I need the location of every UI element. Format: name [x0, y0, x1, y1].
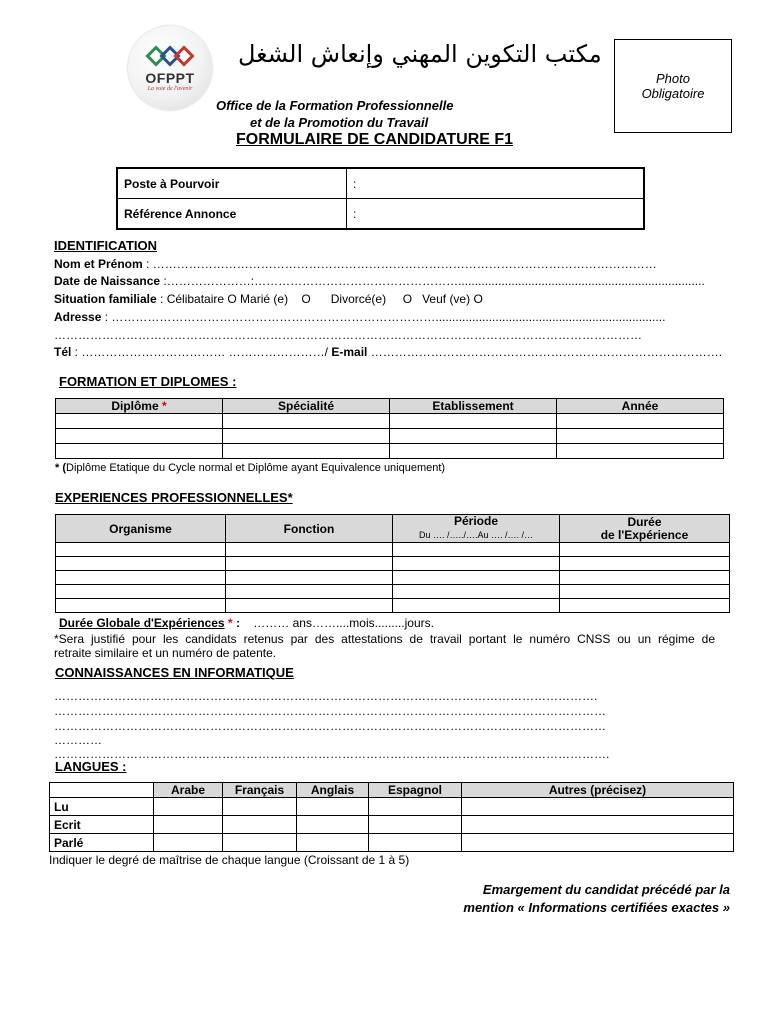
col-periode	[393, 515, 560, 543]
cell[interactable]	[56, 444, 223, 459]
office-line-1: Office de la Formation Professionnelle	[216, 98, 454, 113]
cell[interactable]	[56, 429, 223, 444]
cell[interactable]	[56, 599, 226, 613]
adresse-label: Adresse	[54, 310, 102, 324]
cell[interactable]	[369, 834, 462, 852]
cell[interactable]	[462, 816, 734, 834]
cell[interactable]	[390, 429, 557, 444]
cell[interactable]	[223, 798, 297, 816]
cell[interactable]	[154, 816, 223, 834]
cell[interactable]	[154, 834, 223, 852]
poste-field[interactable]: :	[347, 168, 645, 199]
photo-label-1: Photo	[656, 71, 690, 86]
langues-note: Indiquer le degré de maîtrise de chaque langue (Croissant de 1 à 5)	[49, 853, 410, 867]
duree-globale-line[interactable]	[59, 616, 434, 630]
cell[interactable]	[223, 816, 297, 834]
adresse-line-2[interactable]: …………………………………………………………………………………………………………………………………	[54, 328, 642, 342]
table-row	[50, 798, 734, 816]
cell[interactable]	[462, 834, 734, 852]
cell[interactable]	[56, 585, 226, 599]
duree-globale-label: Durée Globale d'Expériences	[59, 616, 225, 630]
email-dots: …………………………………………………………………………….	[367, 345, 723, 359]
cell[interactable]	[223, 429, 390, 444]
emargement-line-1: Emargement du candidat précédé par la	[482, 882, 730, 897]
office-line-2: et de la Promotion du Travail	[250, 115, 429, 130]
emargement-line-2: mention « Informations certifiées exactes »	[463, 900, 730, 915]
langues-header-row	[50, 783, 734, 798]
cell[interactable]	[560, 557, 730, 571]
cell[interactable]	[557, 429, 724, 444]
cell[interactable]	[369, 816, 462, 834]
col-anglais: Anglais	[297, 783, 369, 798]
col-annee: Année	[557, 399, 724, 414]
logo-tagline: La voie de l'avenir	[147, 86, 193, 92]
table-row	[56, 557, 730, 571]
col-autres: Autres (précisez)	[462, 783, 734, 798]
informatique-line-2[interactable]: …………………………………………………………………………………………………………………………	[54, 704, 606, 718]
situation-options[interactable]: : Célibataire O Marié (e) O Divorcé(e) O Veuf (ve) O	[156, 292, 483, 306]
cell[interactable]	[154, 798, 223, 816]
cell[interactable]	[226, 571, 393, 585]
poste-label: Poste à Pourvoir	[117, 168, 347, 199]
cell[interactable]	[56, 557, 226, 571]
col-duree-label-1: Durée	[627, 514, 662, 529]
table-row	[56, 444, 724, 459]
formation-note-text: Diplôme Etatique du Cycle normal et Diplôme ayant Equivalence uniquement)	[66, 462, 446, 474]
table-row	[56, 543, 730, 557]
formation-header-row	[56, 399, 724, 414]
experiences-note: *Sera justifié pour les candidats retenus par des attestations de travail portant le numéro CNSS ou un régime de	[54, 632, 715, 646]
duree-globale-value: ……… ans……....mois.........jours.	[253, 616, 434, 630]
table-row	[56, 414, 724, 429]
col-francais: Français	[223, 783, 297, 798]
informatique-line-5[interactable]: ………………………………………………………………………………………………………………………….	[54, 747, 610, 761]
col-arabe: Arabe	[154, 783, 223, 798]
col-periode-sub: Du …. /…../….Au …. /…. /…	[418, 530, 534, 540]
cell[interactable]	[560, 599, 730, 613]
experiences-heading: EXPERIENCES PROFESSIONNELLES*	[55, 490, 293, 505]
table-row	[56, 599, 730, 613]
cell[interactable]	[56, 543, 226, 557]
cell[interactable]	[560, 571, 730, 585]
formation-note-star: * (	[55, 462, 66, 474]
col-espagnol: Espagnol	[369, 783, 462, 798]
row-lu-label: Lu	[50, 798, 154, 816]
poste-row	[117, 168, 644, 199]
photo-box[interactable]	[614, 39, 732, 133]
naissance-label: Date de Naissance	[54, 274, 161, 288]
cell[interactable]	[393, 543, 560, 557]
form-title: FORMULAIRE DE CANDIDATURE F1	[236, 131, 514, 148]
cell[interactable]	[297, 834, 369, 852]
col-duree	[560, 515, 730, 543]
duree-star: *	[224, 616, 236, 630]
cell[interactable]	[226, 585, 393, 599]
cell[interactable]	[557, 444, 724, 459]
diplome-star: *	[158, 399, 167, 413]
formation-heading-text: FORMATION ET DIPLOMES :	[59, 374, 237, 389]
poste-table	[116, 167, 645, 230]
cell[interactable]	[393, 599, 560, 613]
langues-table	[49, 782, 734, 852]
reference-row	[117, 199, 644, 230]
nom-label: Nom et Prénom	[54, 257, 143, 271]
cell[interactable]	[226, 557, 393, 571]
experiences-table	[55, 514, 730, 613]
cell[interactable]	[226, 543, 393, 557]
cell[interactable]	[560, 585, 730, 599]
cell[interactable]	[369, 798, 462, 816]
informatique-heading: CONNAISSANCES EN INFORMATIQUE	[55, 665, 294, 680]
cell[interactable]	[393, 585, 560, 599]
informatique-line-4[interactable]: …………	[54, 733, 102, 747]
experiences-note-2: retraite similaire et un numéro de patente.	[54, 646, 277, 660]
row-ecrit-label: Ecrit	[50, 816, 154, 834]
tel-line[interactable]	[54, 345, 722, 359]
cell[interactable]	[223, 414, 390, 429]
cell[interactable]	[462, 798, 734, 816]
cell[interactable]	[223, 834, 297, 852]
informatique-line-3[interactable]: …………………………………………………………………………………………………………………………	[54, 719, 606, 733]
table-row	[50, 816, 734, 834]
naissance-dots: :…………………:……………………………………………..........................................................................	[160, 274, 705, 288]
cell[interactable]	[560, 543, 730, 557]
cell[interactable]	[557, 414, 724, 429]
cell[interactable]	[297, 798, 369, 816]
email-label: E-mail	[331, 345, 368, 359]
cell[interactable]	[393, 571, 560, 585]
col-etablissement: Etablissement	[390, 399, 557, 414]
cell[interactable]	[390, 414, 557, 429]
reference-field[interactable]: :	[347, 199, 645, 230]
col-fonction: Fonction	[226, 515, 393, 543]
table-row	[56, 429, 724, 444]
cell[interactable]	[393, 557, 560, 571]
reference-label: Référence Annonce	[117, 199, 347, 230]
ofppt-logo	[128, 26, 212, 110]
tel-dots: : ……………………………… ……………………/	[71, 345, 332, 359]
emargement-block	[463, 881, 730, 917]
langues-heading: LANGUES :	[55, 759, 127, 774]
tel-label: Tél	[54, 345, 72, 359]
situation-line[interactable]	[54, 292, 483, 306]
cell[interactable]	[56, 414, 223, 429]
situation-label: Situation familiale	[54, 292, 157, 306]
naissance-line[interactable]	[54, 274, 705, 288]
informatique-line-1[interactable]: ……………………………………………………………………………………………………………………….	[54, 689, 598, 703]
cell[interactable]	[390, 444, 557, 459]
logo-diamonds-icon	[128, 26, 212, 110]
table-row	[56, 585, 730, 599]
arabic-title: مكتب التكوين المهني وإنعاش الشغل	[238, 40, 602, 68]
adresse-dots: : ……………………………………………………………………….....................................................................	[101, 310, 666, 324]
adresse-line[interactable]	[54, 310, 665, 324]
col-specialite: Spécialité	[223, 399, 390, 414]
logo-name: OFPPT	[145, 70, 195, 86]
cell[interactable]	[226, 599, 393, 613]
cell[interactable]	[297, 816, 369, 834]
table-row	[50, 834, 734, 852]
col-periode-label: Période	[453, 514, 498, 528]
table-row	[56, 571, 730, 585]
formation-heading	[59, 374, 236, 389]
nom-dots: : ………………………………………………………………………………………………………………	[142, 257, 657, 271]
photo-label-2: Obligatoire	[641, 86, 705, 101]
langues-corner-cell	[50, 783, 154, 798]
formation-table	[55, 398, 724, 459]
formation-note	[55, 462, 445, 474]
row-parle-label: Parlé	[50, 834, 154, 852]
cell[interactable]	[223, 444, 390, 459]
col-diplome	[56, 399, 223, 414]
duree-colon: :	[235, 616, 240, 630]
nom-line[interactable]	[54, 257, 657, 271]
identification-heading: IDENTIFICATION	[54, 238, 158, 253]
experiences-header-row	[56, 515, 730, 543]
col-diplome-label: Diplôme	[111, 399, 159, 413]
col-duree-label-2: de l'Expérience	[600, 527, 689, 542]
col-organisme: Organisme	[56, 515, 226, 543]
cell[interactable]	[56, 571, 226, 585]
